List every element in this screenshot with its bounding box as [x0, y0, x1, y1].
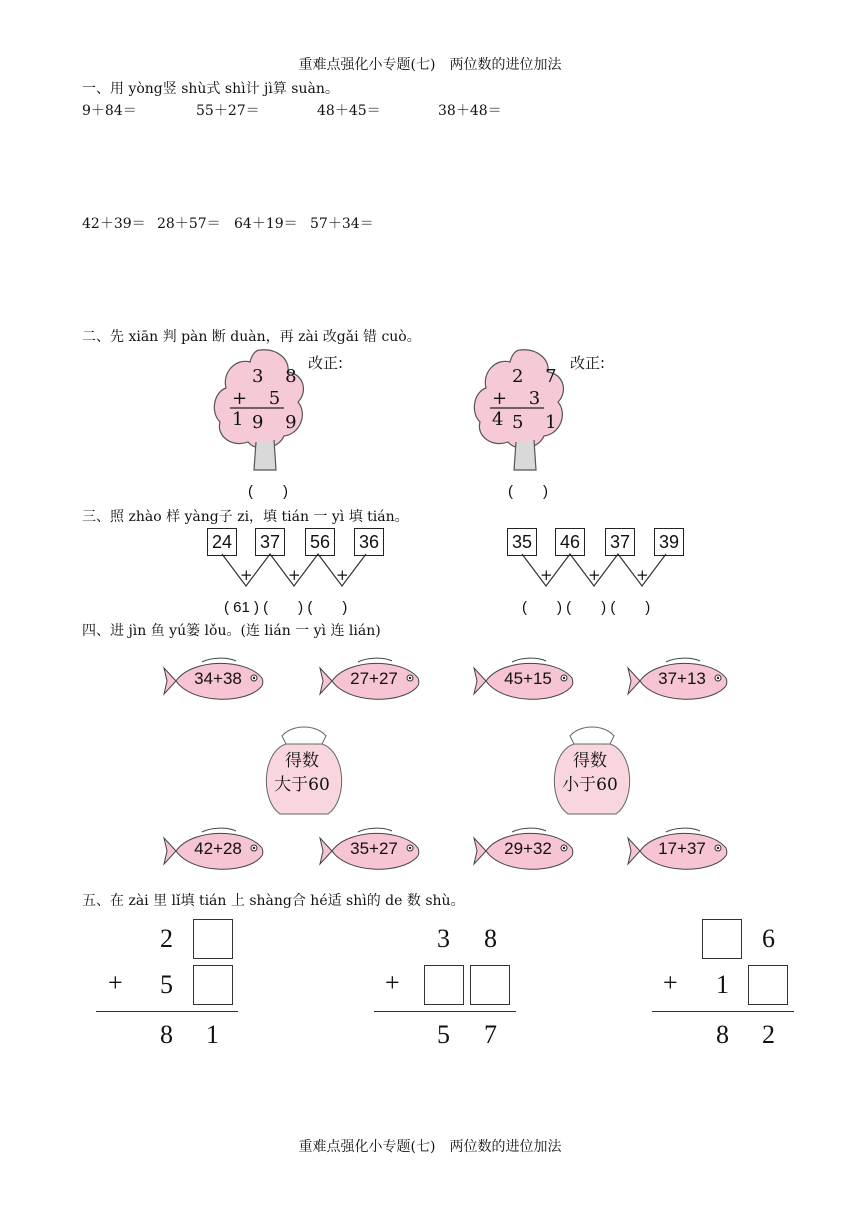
section-1-title: 一、用 yòng竖 shù式 shì计 jì算 suàn。 [82, 81, 339, 97]
section-2-title: 二、先 xiān 判 pàn 断 duàn，再 zài 改gǎi 错 cuò。 [82, 329, 421, 345]
page-header: 重难点强化小专题(七) 两位数的进位加法 [298, 57, 562, 73]
fish-card[interactable] [626, 826, 730, 876]
tree-problem-2 [472, 346, 568, 476]
page-footer: 重难点强化小专题(七) 两位数的进位加法 [298, 1139, 562, 1155]
fish-basket-less[interactable] [544, 722, 636, 834]
tree-mid-number: + 5 1 [232, 388, 289, 430]
number-box: 37 [605, 528, 635, 556]
answer-box[interactable] [424, 965, 464, 1005]
fish-expression: 29+32 [504, 839, 552, 858]
plus-sign: + [636, 566, 649, 584]
answer-box[interactable] [748, 965, 788, 1005]
problem: 38＋48＝ [438, 103, 502, 119]
basket-condition: 大于60 [274, 775, 330, 795]
number-box: 36 [354, 528, 384, 556]
sum-line [374, 1011, 516, 1012]
answer-box[interactable] [702, 919, 742, 959]
sum-line [96, 1011, 238, 1012]
tree-mid-number: + 3 4 [492, 388, 549, 430]
fish-basket-greater[interactable] [256, 722, 348, 834]
fish-card[interactable] [318, 826, 422, 876]
number-box: 46 [555, 528, 585, 556]
digit: 3 [437, 924, 450, 953]
tree-result: 5 1 [512, 412, 565, 433]
plus-sign: + [540, 566, 553, 584]
fish-expression: 17+37 [658, 839, 706, 858]
tree-result: 9 9 [252, 412, 305, 433]
digit: 2 [762, 1020, 775, 1049]
basket-label: 得数 [573, 751, 607, 771]
digit: 2 [160, 924, 173, 953]
judge-paren[interactable]: ( ) [248, 483, 288, 500]
fish-card[interactable] [472, 826, 576, 876]
fish-card[interactable] [162, 826, 266, 876]
answer-box[interactable] [193, 965, 233, 1005]
plus-sign: + [588, 566, 601, 584]
fix-label: 改正: [570, 354, 606, 372]
fish-expression: 42+28 [194, 839, 242, 858]
answer-parens[interactable]: ( 61 ) ( ) ( ) [224, 599, 348, 616]
plus-sign: + [108, 968, 123, 997]
fish-expression: 34+38 [194, 669, 242, 688]
plus-sign: + [288, 566, 301, 584]
tree-top-number: 2 7 [512, 366, 565, 387]
fish-expression: 27+27 [350, 669, 398, 688]
section-5-title: 五、在 zài 里 lǐ填 tián 上 shàng合 hé适 shì的 de 数 shù。 [82, 893, 465, 909]
fish-card[interactable] [472, 656, 576, 706]
problem: 42＋39＝ [82, 216, 146, 232]
answer-box[interactable] [193, 919, 233, 959]
number-box: 35 [507, 528, 537, 556]
basket-condition: 小于60 [562, 775, 618, 795]
plus-sign: + [663, 968, 678, 997]
digit: 1 [716, 970, 729, 999]
section-3-title: 三、照 zhào 样 yàng子 zi，填 tián 一 yì 填 tián。 [82, 509, 409, 525]
problem: 64＋19＝ [234, 216, 298, 232]
tree-top-number: 3 8 [252, 366, 305, 387]
plus-sign: + [240, 566, 253, 584]
problem: 57＋34＝ [310, 216, 374, 232]
fish-card[interactable] [626, 656, 730, 706]
tree-problem-1 [212, 346, 308, 476]
answer-parens[interactable]: ( ) ( ) ( ) [522, 599, 651, 616]
digit: 5 [160, 970, 173, 999]
section-4-title: 四、进 jìn 鱼 yú篓 lǒu。(连 lián 一 yì 连 lián) [82, 623, 381, 639]
answer-box[interactable] [470, 965, 510, 1005]
digit: 8 [716, 1020, 729, 1049]
digit: 7 [484, 1020, 497, 1049]
problem: 28＋57＝ [157, 216, 221, 232]
sum-line [652, 1011, 794, 1012]
fish-expression: 37+13 [658, 669, 706, 688]
digit: 1 [206, 1020, 219, 1049]
fish-card[interactable] [318, 656, 422, 706]
fish-card[interactable] [162, 656, 266, 706]
basket-label: 得数 [285, 751, 319, 771]
digit: 5 [437, 1020, 450, 1049]
fix-label: 改正: [308, 354, 344, 372]
plus-sign: + [336, 566, 349, 584]
problem: 55＋27＝ [196, 103, 260, 119]
digit: 8 [160, 1020, 173, 1049]
fish-expression: 35+27 [350, 839, 398, 858]
judge-paren[interactable]: ( ) [508, 483, 548, 500]
plus-sign: + [385, 968, 400, 997]
number-box: 37 [255, 528, 285, 556]
problem: 48＋45＝ [317, 103, 381, 119]
digit: 6 [762, 924, 775, 953]
fish-expression: 45+15 [504, 669, 552, 688]
number-box: 56 [305, 528, 335, 556]
digit: 8 [484, 924, 497, 953]
number-box: 24 [207, 528, 237, 556]
number-box: 39 [654, 528, 684, 556]
problem: 9＋84＝ [82, 103, 137, 119]
